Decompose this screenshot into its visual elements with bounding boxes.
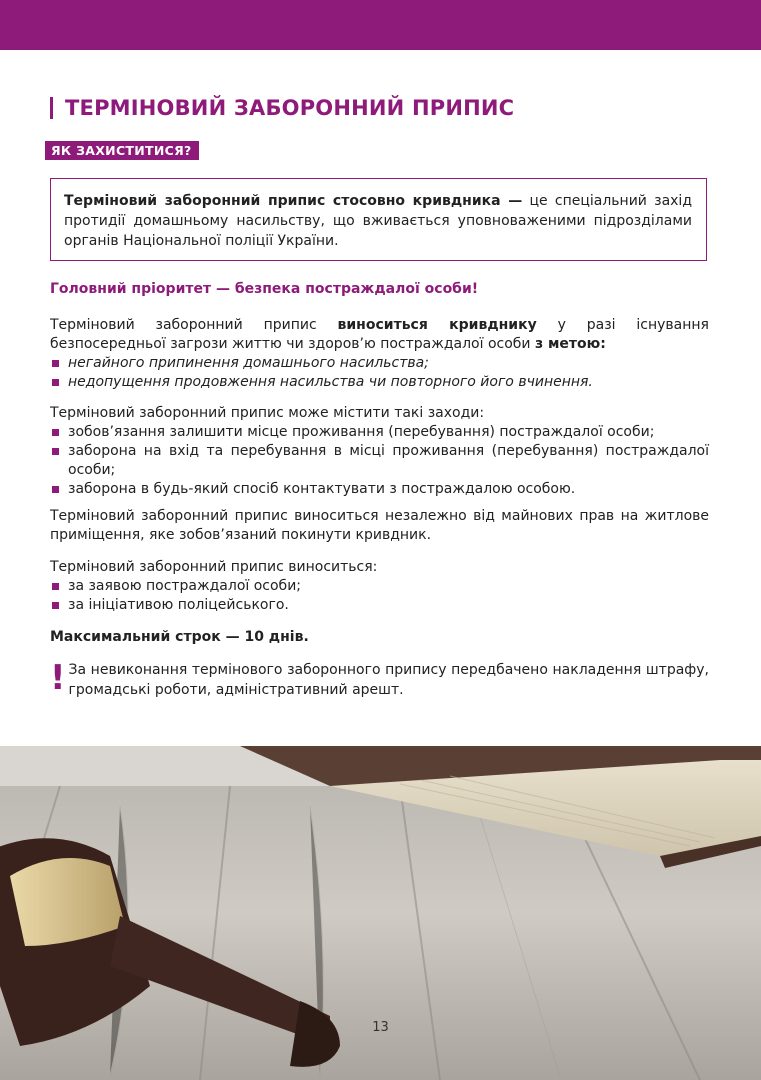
definition-term: Терміновий заборонний припис стосовно кривдника — [64, 193, 523, 209]
list-item: заборона на вхід та перебування в місці проживання (перебування) постраждалої особи; [50, 442, 709, 480]
issued-text-1: Терміновий заборонний припис [50, 317, 338, 333]
max-term-text: Максимальний строк — 10 днів. [50, 629, 309, 645]
header-bar [0, 0, 761, 50]
page-title-block [50, 96, 514, 120]
issued-paragraph [50, 316, 709, 392]
page-number: 13 [372, 1020, 389, 1035]
issued-bold-2: з метою: [534, 336, 606, 352]
page-title: ТЕРМІНОВИЙ ЗАБОРОННИЙ ПРИПИС [65, 96, 515, 120]
grounds-intro: Терміновий заборонний припис виноситься: [50, 559, 378, 575]
definition-box [50, 178, 707, 261]
section-tag: ЯК ЗАХИСТИТИСЯ? [45, 141, 199, 160]
measures-list [50, 423, 709, 499]
measures-intro: Терміновий заборонний припис може містити такі заходи: [50, 405, 485, 421]
exclamation-icon: ! [50, 658, 66, 698]
list-item: за заявою постраждалої особи; [50, 577, 709, 596]
list-item: за ініціативою поліцейського. [50, 596, 709, 615]
grounds-paragraph [50, 558, 709, 615]
list-item: негайного припинення домашнього насильства; [50, 354, 709, 373]
issued-text-2: у разі існування безпосередньої загрози життю чи здоров’ю постраждалої особи [50, 317, 709, 352]
max-term [50, 628, 709, 647]
grounds-list [50, 577, 709, 615]
issued-bold-1: виноситься кривднику [337, 317, 537, 333]
goals-list [50, 354, 709, 392]
title-marker [50, 97, 53, 119]
list-item: заборона в будь-який спосіб контактувати з постраждалою особою. [50, 480, 709, 499]
list-item: недопущення продовження насильства чи повторного його вчинення. [50, 373, 709, 392]
priority-heading: Головний пріоритет — безпека постраждалої особи! [50, 281, 479, 297]
warning-block [50, 660, 709, 700]
list-item: зобов’язання залишити місце проживання (перебування) постраждалої особи; [50, 423, 709, 442]
definition-text: це спеціальний захід протидії домашньому насильству, що вживається уповноваженими підрозділами органів Національної поліції України. [64, 193, 692, 249]
warning-text: За невиконання термінового заборонного припису передбачено накладення штрафу, громадські роботи, адміністративний арешт. [68, 662, 709, 698]
property-paragraph: Терміновий заборонний припис виноситься незалежно від майнових прав на житлове приміщення, яке зобов’язаний покинути кривдник. [50, 508, 709, 543]
measures-paragraph [50, 404, 709, 499]
